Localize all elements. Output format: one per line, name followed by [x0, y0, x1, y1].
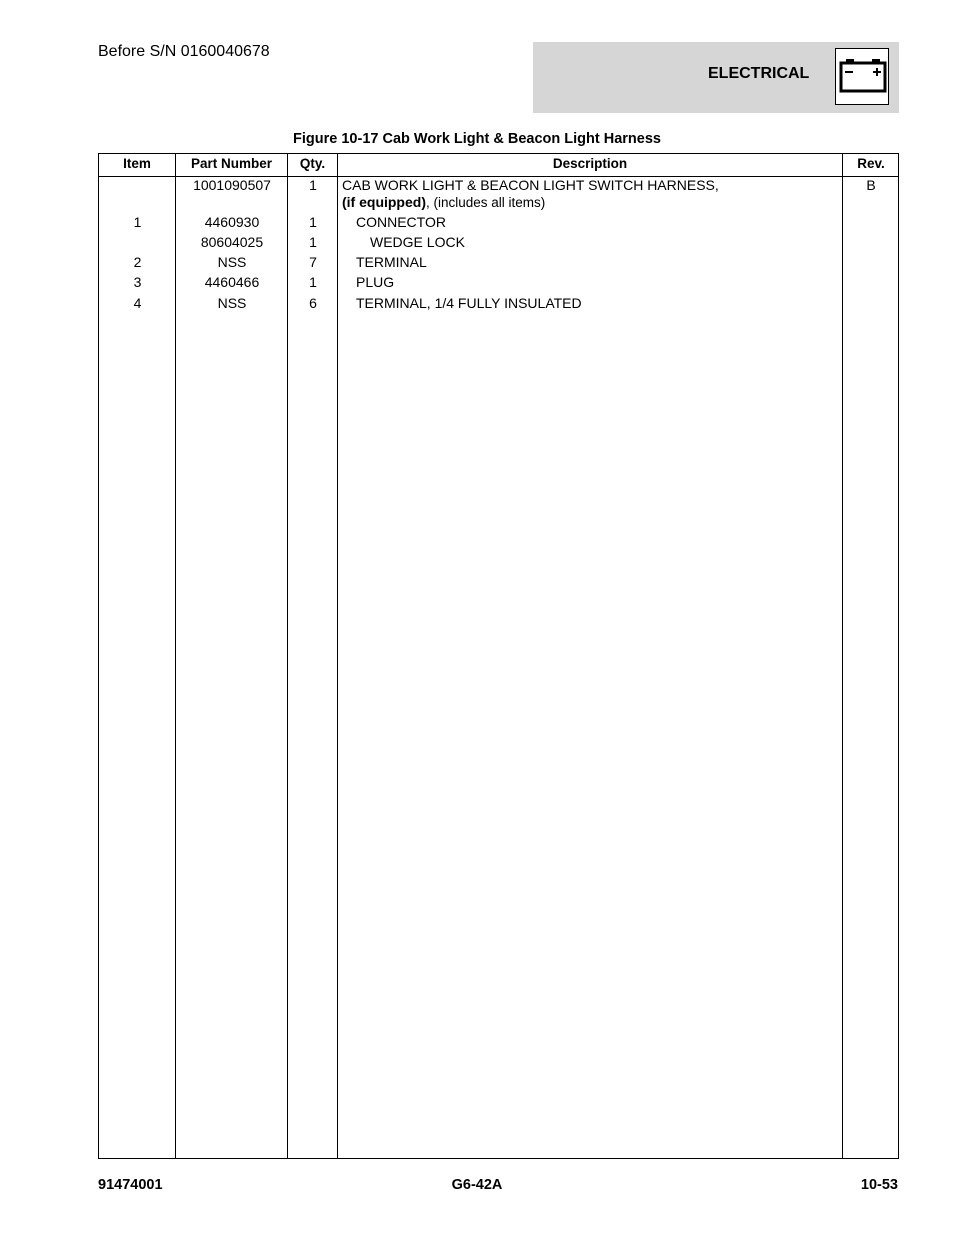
column-header-part-number: Part Number: [190, 156, 273, 171]
column-header-rev: Rev.: [857, 156, 885, 171]
row-part-number: 1001090507: [193, 177, 271, 193]
column-header-item: Item: [123, 156, 151, 171]
row-description: WEDGE LOCK: [370, 234, 465, 250]
row-description: CAB WORK LIGHT & BEACON LIGHT SWITCH HARNESS,: [342, 177, 719, 193]
row-part-number: NSS: [217, 254, 247, 270]
figure-title: Figure 10-17 Cab Work Light & Beacon Light Harness: [293, 131, 661, 147]
includes-note: , (includes all items): [426, 195, 546, 210]
row-description: TERMINAL: [356, 254, 427, 270]
row-qty: 6: [309, 295, 317, 311]
footer-page-number: 10-53: [860, 1177, 898, 1193]
row-item: 1: [133, 214, 142, 230]
row-part-number: 80604025: [200, 234, 264, 250]
row-item: 3: [133, 274, 142, 290]
row-qty: 1: [309, 177, 317, 193]
row-part-number: NSS: [217, 295, 247, 311]
section-title: ELECTRICAL: [708, 65, 810, 82]
row-qty: 1: [309, 274, 317, 290]
row-description: TERMINAL, 1/4 FULLY INSULATED: [356, 295, 582, 311]
row-qty: 7: [309, 254, 317, 270]
row-item: 4: [133, 295, 142, 311]
column-header-description: Description: [552, 156, 628, 171]
row-item: 2: [133, 254, 142, 270]
footer-document-number: 91474001: [98, 1177, 163, 1193]
footer-model: G6-42A: [451, 1177, 503, 1193]
row-rev: B: [866, 177, 876, 193]
row-qty: 1: [309, 234, 317, 250]
row-description-line2: [342, 194, 842, 211]
row-qty: 1: [309, 214, 317, 230]
battery-icon: [835, 48, 889, 105]
column-header-qty: Qty.: [299, 156, 326, 171]
row-part-number: 4460466: [204, 274, 260, 290]
parts-table: [98, 153, 899, 1159]
serial-number-note: Before S/N 0160040678: [98, 43, 270, 60]
row-description: PLUG: [356, 274, 395, 290]
row-description: CONNECTOR: [356, 214, 446, 230]
row-part-number: 4460930: [204, 214, 260, 230]
if-equipped-note: (if equipped): [342, 194, 426, 210]
